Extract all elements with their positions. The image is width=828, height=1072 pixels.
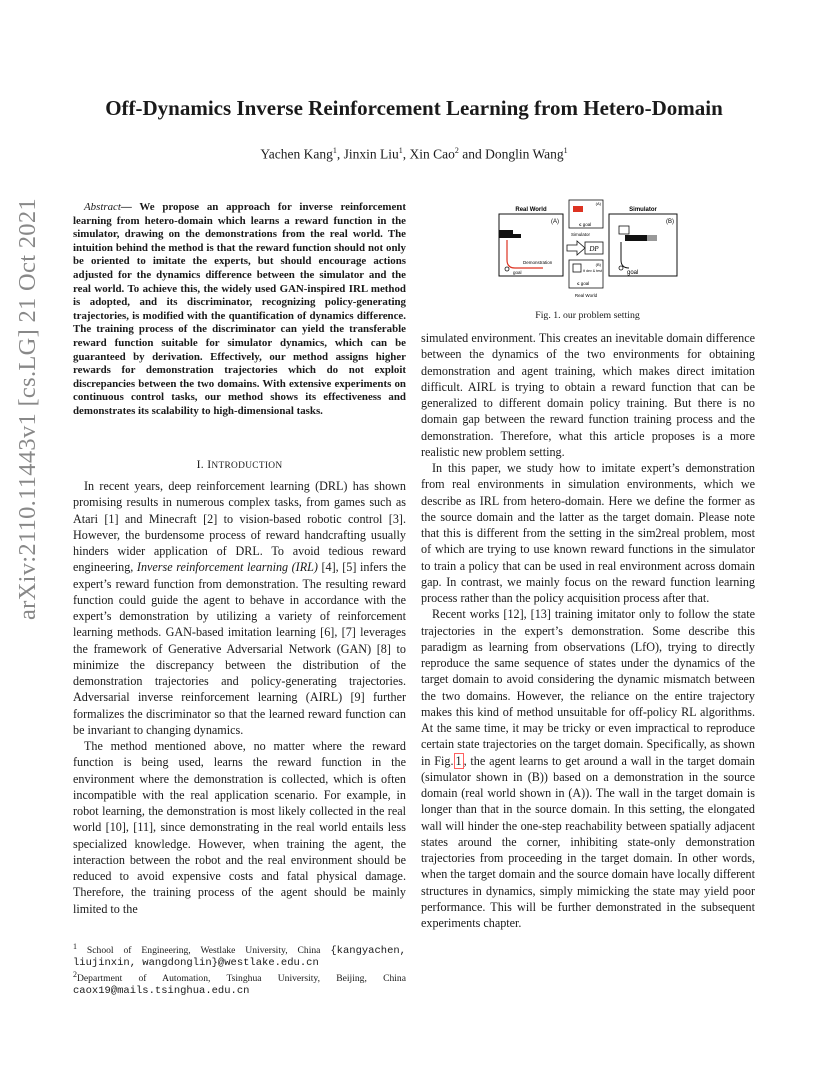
author: Jinxin Liu: [343, 146, 399, 162]
footnote-email: caox19@mails.tsinghua.edu.cn: [73, 985, 250, 998]
mini-goal-label: ≤ goal: [577, 281, 590, 286]
figure-reference-link[interactable]: 1: [455, 753, 462, 768]
arrow-icon: [567, 241, 585, 255]
paragraph: [421, 606, 755, 931]
panel-title-simulator: Simulator: [629, 207, 657, 213]
paragraph: simulated environment. This creates an inevitable domain difference between the dynamics of the two environments for obtaining demonstration and agent training, which makes direct imitation difficult. AIRL is trying to obtain a reward function that can be generalized to different domain policy training. But there is no domain gap between the reward function training process and the demonstration. Therefore, what this article proposes is a more realistic new problem setting.: [421, 331, 755, 459]
panel-label-b: (B): [666, 219, 674, 225]
panel-title-real-world: Real World: [515, 207, 547, 213]
demonstration-label: Demonstration: [523, 260, 553, 265]
wall-block: [499, 234, 521, 238]
paragraph-text: Recent works [12], [13] training imitator only to follow the state trajectories in the expert’s demonstration. Some describe this paradigm as learning from observations (LfO), trying to directly reproduce the same sequence of states under the dynamics of the target domain to avoid considering the dynamic mismatch between the two domains. However, the reliance on the entire trajectory makes this kind of method unsuitable for off-policy RL algorithms. At the same time, it may be tricky or even impractical to reproduce certain state trajectories on the target domain. Specifically, as shown in Fig.: [421, 607, 755, 768]
goal-label: goal: [627, 270, 639, 276]
theta-label: θ dev & test: [583, 269, 602, 273]
author-separator: ,: [402, 146, 410, 162]
author: Xin Cao: [409, 146, 455, 162]
mini-goal-label: ≤ goal: [579, 222, 592, 227]
footnote-mark: 1: [73, 942, 77, 951]
abstract-label: Abstract: [84, 201, 121, 213]
footnote-1: [73, 941, 406, 969]
abstract: [73, 201, 406, 419]
section-number: I.: [196, 458, 208, 471]
author-separator: and: [458, 146, 486, 162]
figure-caption: Fig. 1. our problem setting: [535, 310, 640, 321]
section-title-initial: I: [207, 458, 212, 471]
paragraph-text: [4], [5] infers the expert’s reward function from demonstration. The resulting reward function could guide the agent to behave in accordance with the expert’s demonstration by utilizing a variety of reinforcement learning methods. GAN-based imitation learning [6], [7] leverages the framework of Generative Adversarial Network (GAN) [8] to minimize the discrepancy between the distribution of the demonstration trajectories and policy-generating trajectories. Adversarial inverse reinforcement learning (AIRL) [9] further formalizes the discriminator so that the learned reward function can be invariant to changing dynamics.: [73, 560, 406, 737]
footnote-text: Department of Automation, Tsinghua University, Beijing, China: [77, 973, 406, 985]
panel-label-a: (A): [551, 219, 559, 225]
wall-extension: [647, 235, 657, 241]
footnotes: [73, 941, 406, 997]
paper-title: Off-Dynamics Inverse Reinforcement Learning from Hetero-Domain: [105, 96, 723, 120]
arxiv-id: arXiv:2110.11443v1 [cs.LG] 21 Oct 2021: [14, 198, 41, 620]
mini-real-world-label: Real World: [574, 293, 598, 298]
footnote-text: School of Engineering, Westlake University, China: [77, 945, 331, 957]
paragraph-text: The method mentioned above, no matter where the reward function is being used, learns the reward function in the environment where the demonstration is collected, which is often incompatible with the real application scenario. For example, in robot learning, the demonstration is most likely collected in the real world [10], [11], since demonstrating in the real world entails less specialized knowledge. However, when training the agent, the interaction between the robot and the real environment should be reduced to avoid expensive costs and fatal physical damage. Therefore, the training process of the agent should be mainly limited to the: [73, 739, 406, 916]
footnote-email: {kangyachen, liujinxin, wangdonglin}@westlake.edu.cn: [73, 945, 406, 970]
author-separator: ,: [336, 146, 344, 162]
figure-1-diagram: [493, 198, 683, 304]
agent-trajectory: [621, 242, 629, 268]
abstract-text: We propose an approach for inverse reinforcement learning from hetero-domain which learns a reward function in the simulator, drawing on the demonstrations from the real world. The intuition behind the method is that the reward function should not only be oriented to imitate the experts, but should encourage actions adjusted for the dynamics difference between the simulator and the real world. To achieve this, the widely used GAN-inspired IRL method is adopted, and its discriminator, recognizing policy-generating trajectories, is modified with the quantification of dynamics difference. The training process of the discriminator can yield the transferable reward function suitable for simulator dynamics, which can be guaranteed by derivation. Effectively, our method assigns higher rewards for demonstration trajectories which do not exploit discrepancies between the two domains. With extensive experiments on continuous control tasks, our method shows its effectiveness and demonstrates its scalability to high-dimensional tasks.: [73, 201, 406, 417]
goal-marker: [505, 267, 509, 271]
robot-icon: [573, 264, 581, 272]
right-column: [421, 330, 755, 931]
mini-simulator-label: Simulator: [571, 232, 591, 237]
dp-label: DP: [589, 245, 599, 253]
mini-label-a: (A): [595, 201, 601, 206]
goal-label: goal: [513, 270, 522, 275]
footnote-2: [73, 969, 406, 997]
author: Donglin Wang: [485, 146, 564, 162]
mini-label-b: (B): [595, 262, 601, 267]
paragraph-text: In recent years, deep reinforcement learning (DRL) has shown promising results in numerous complex tasks, from games such as Atari [1] and Minecraft [2] to vision-based robotic control [3]. However, the burdensome process of reward handcrafting usually hinders wider application of DRL. To avoid tedious reward engineering,: [73, 479, 406, 575]
section-title-rest: NTRODUCTION: [211, 461, 283, 471]
section-heading: [73, 458, 406, 471]
affiliation-mark: 1: [398, 146, 403, 155]
author: Yachen Kang: [260, 146, 333, 162]
footnote-mark: 2: [73, 970, 77, 980]
paragraph-text: , the agent learns to get around a wall in the target domain (simulator shown in (B)) based on a demonstration in the source domain (real world shown in (A)). The wall in the target domain is longer than that in the source domain. In this setting, the elongated wall will hinder the one-step reachability between spatially adjacent states around the corner, inhibiting state-only demonstration trajectories from proceeding in the target domain. In other words, when the target domain and the source domain have locally different structures in dynamics, simply mimicking the state may yield poor performance. This will be further demonstrated in the subsequent experiments chapter.: [421, 753, 755, 930]
affiliation-mark: 2: [454, 146, 459, 155]
robot-icon: [573, 206, 583, 212]
author-list: [0, 146, 828, 163]
paragraph: [73, 478, 406, 738]
paragraph: [73, 738, 406, 917]
goal-marker: [619, 266, 623, 270]
emphasis: Inverse reinforcement learning (IRL): [136, 560, 318, 575]
robot-icon: [619, 226, 629, 234]
affiliation-mark: 1: [332, 146, 337, 155]
paragraph: In this paper, we study how to imitate expert’s demonstration from real environments in simulation environments, which we describe as IRL from hetero-domain. Here we define the former as the source domain and the latter as the target domain. Please note that this is different from the setting in the sim2real problem, most of which are trying to use known reward functions in the simulator to train a policy that can be used in real environment across domain gap. In contrast, we mainly focus on the reward function learning process rather than the policy acquisition process after that.: [421, 461, 755, 605]
affiliation-mark: 1: [563, 146, 568, 155]
left-column: [73, 478, 406, 917]
abstract-dash: —: [120, 201, 140, 213]
